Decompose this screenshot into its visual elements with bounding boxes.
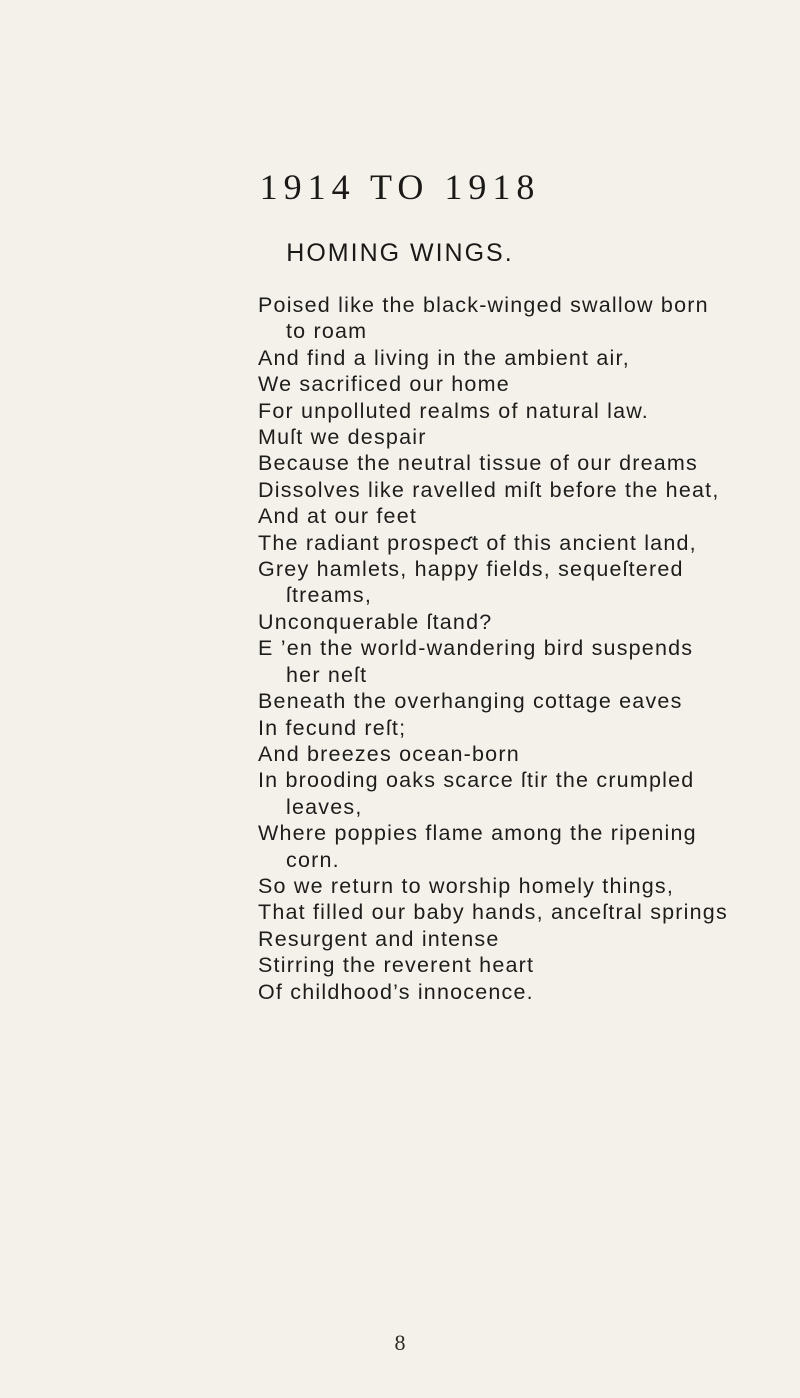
poem-line: her neſt <box>286 662 368 687</box>
poem-line: Beneath the overhanging cottage eaves <box>258 689 683 714</box>
poem-line: And find a living in the ambient air, <box>258 345 630 370</box>
poem-line: Because the neutral tissue of our dreams <box>258 451 698 476</box>
poem-line: So we return to worship homely things, <box>258 873 675 898</box>
poem-line: Resurgent and intense <box>258 926 500 951</box>
poem-line: We sacrificed our home <box>258 372 510 397</box>
poem-line: Stirring the reverent heart <box>258 953 535 978</box>
page-number: 8 <box>394 1330 406 1355</box>
poem-line: For unpolluted realms of natural law. <box>258 398 649 423</box>
poem-body <box>258 292 728 1005</box>
poem-line: E ’en the world-wandering bird suspends <box>258 636 694 661</box>
poem-line: Where poppies flame among the ripening <box>258 821 697 846</box>
poem-line: to roam <box>286 319 368 344</box>
poem-line: leaves, <box>286 794 363 819</box>
poem-line: corn. <box>286 847 340 872</box>
poem-line: Dissolves like ravelled miſt before the heat, <box>258 477 720 502</box>
poem-line: Poised like the black-winged swallow born <box>258 293 709 317</box>
running-head: 1914 TO 1918 <box>259 167 541 207</box>
poem-line: ſtreams, <box>286 583 373 608</box>
poem-line: That filled our baby hands, anceſtral springs <box>258 900 728 925</box>
poem-line: Grey hamlets, happy fields, sequeſtered <box>258 557 684 582</box>
poem-line: In fecund reſt; <box>258 715 407 740</box>
poem-title: HOMING WINGS. <box>286 239 514 267</box>
poem-line: Muſt we despair <box>258 425 427 450</box>
poem-line: Of childhood’s innocence. <box>258 979 534 1004</box>
poem-line: And at our feet <box>258 504 418 529</box>
poem-line: The radiant prospeƈt of this ancient land, <box>258 530 697 555</box>
poem-line: Unconquerable ſtand? <box>258 609 493 634</box>
poem-line: And breezes ocean-born <box>258 741 520 766</box>
poem-line: In brooding oaks scarce ſtir the crumpled <box>258 768 695 793</box>
